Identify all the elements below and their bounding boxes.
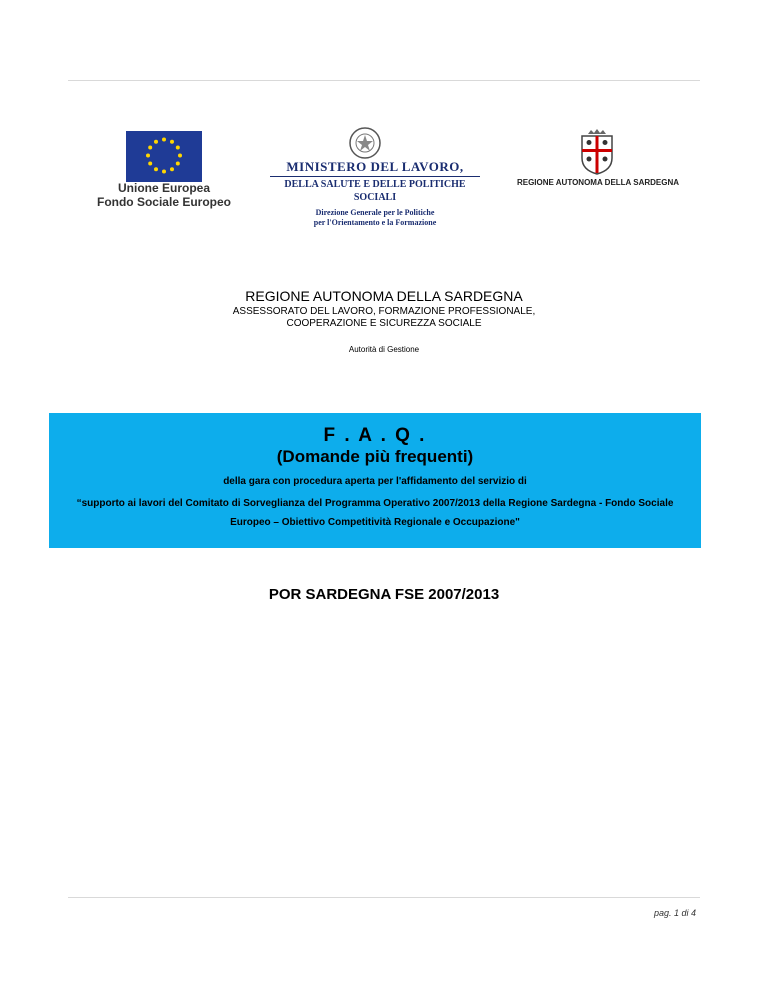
eu-caption-line1: Unione Europea bbox=[117, 181, 210, 195]
assessorato-line2: COOPERAZIONE E SICUREZZA SOCIALE bbox=[286, 318, 482, 329]
eu-caption bbox=[84, 181, 244, 209]
page-number: pag. 1 di 4 bbox=[653, 908, 696, 918]
autorita-di-gestione: Autorità di Gestione bbox=[348, 345, 420, 354]
sardegna-logo-caption: REGIONE AUTONOMA DELLA SARDEGNA bbox=[516, 178, 680, 187]
regione-header bbox=[0, 288, 768, 354]
faq-title: F . A . Q . bbox=[323, 425, 427, 446]
faq-subtitle: (Domande più frequenti) bbox=[276, 447, 474, 466]
regione-title: REGIONE AUTONOMA DELLA SARDEGNA bbox=[245, 288, 523, 304]
sardegna-coat-of-arms-icon bbox=[576, 128, 618, 176]
top-divider bbox=[68, 80, 700, 81]
ministero-line3: Direzione Generale per le Politiche bbox=[315, 208, 435, 217]
ministero-logo-text bbox=[270, 159, 480, 228]
por-title: POR SARDEGNA FSE 2007/2013 bbox=[268, 586, 500, 603]
eu-caption-line2: Fondo Sociale Europeo bbox=[96, 195, 231, 209]
faq-description-line1: della gara con procedura aperta per l'affidamento del servizio di bbox=[223, 476, 527, 487]
footer-divider bbox=[68, 897, 700, 898]
faq-banner bbox=[49, 413, 701, 548]
ministero-line2: DELLA SALUTE E DELLE POLITICHE SOCIALI bbox=[270, 176, 480, 204]
ministero-line4: per l'Orientamento e la Formazione bbox=[313, 218, 437, 227]
eu-flag-logo bbox=[126, 131, 202, 182]
italian-republic-emblem-icon bbox=[348, 126, 382, 160]
faq-description-line2: “supporto ai lavori del Comitato di Sorveglianza del Programma Operativo 2007/2013 della Regione Sardegna - Fondo Sociale Europeo – Obiettivo Competitività Regionale e Occupazione" bbox=[76, 498, 674, 528]
ministero-line1: MINISTERO DEL LAVORO, bbox=[286, 159, 464, 174]
assessorato-line1: ASSESSORATO DEL LAVORO, FORMAZIONE PROFESSIONALE, bbox=[232, 306, 536, 317]
